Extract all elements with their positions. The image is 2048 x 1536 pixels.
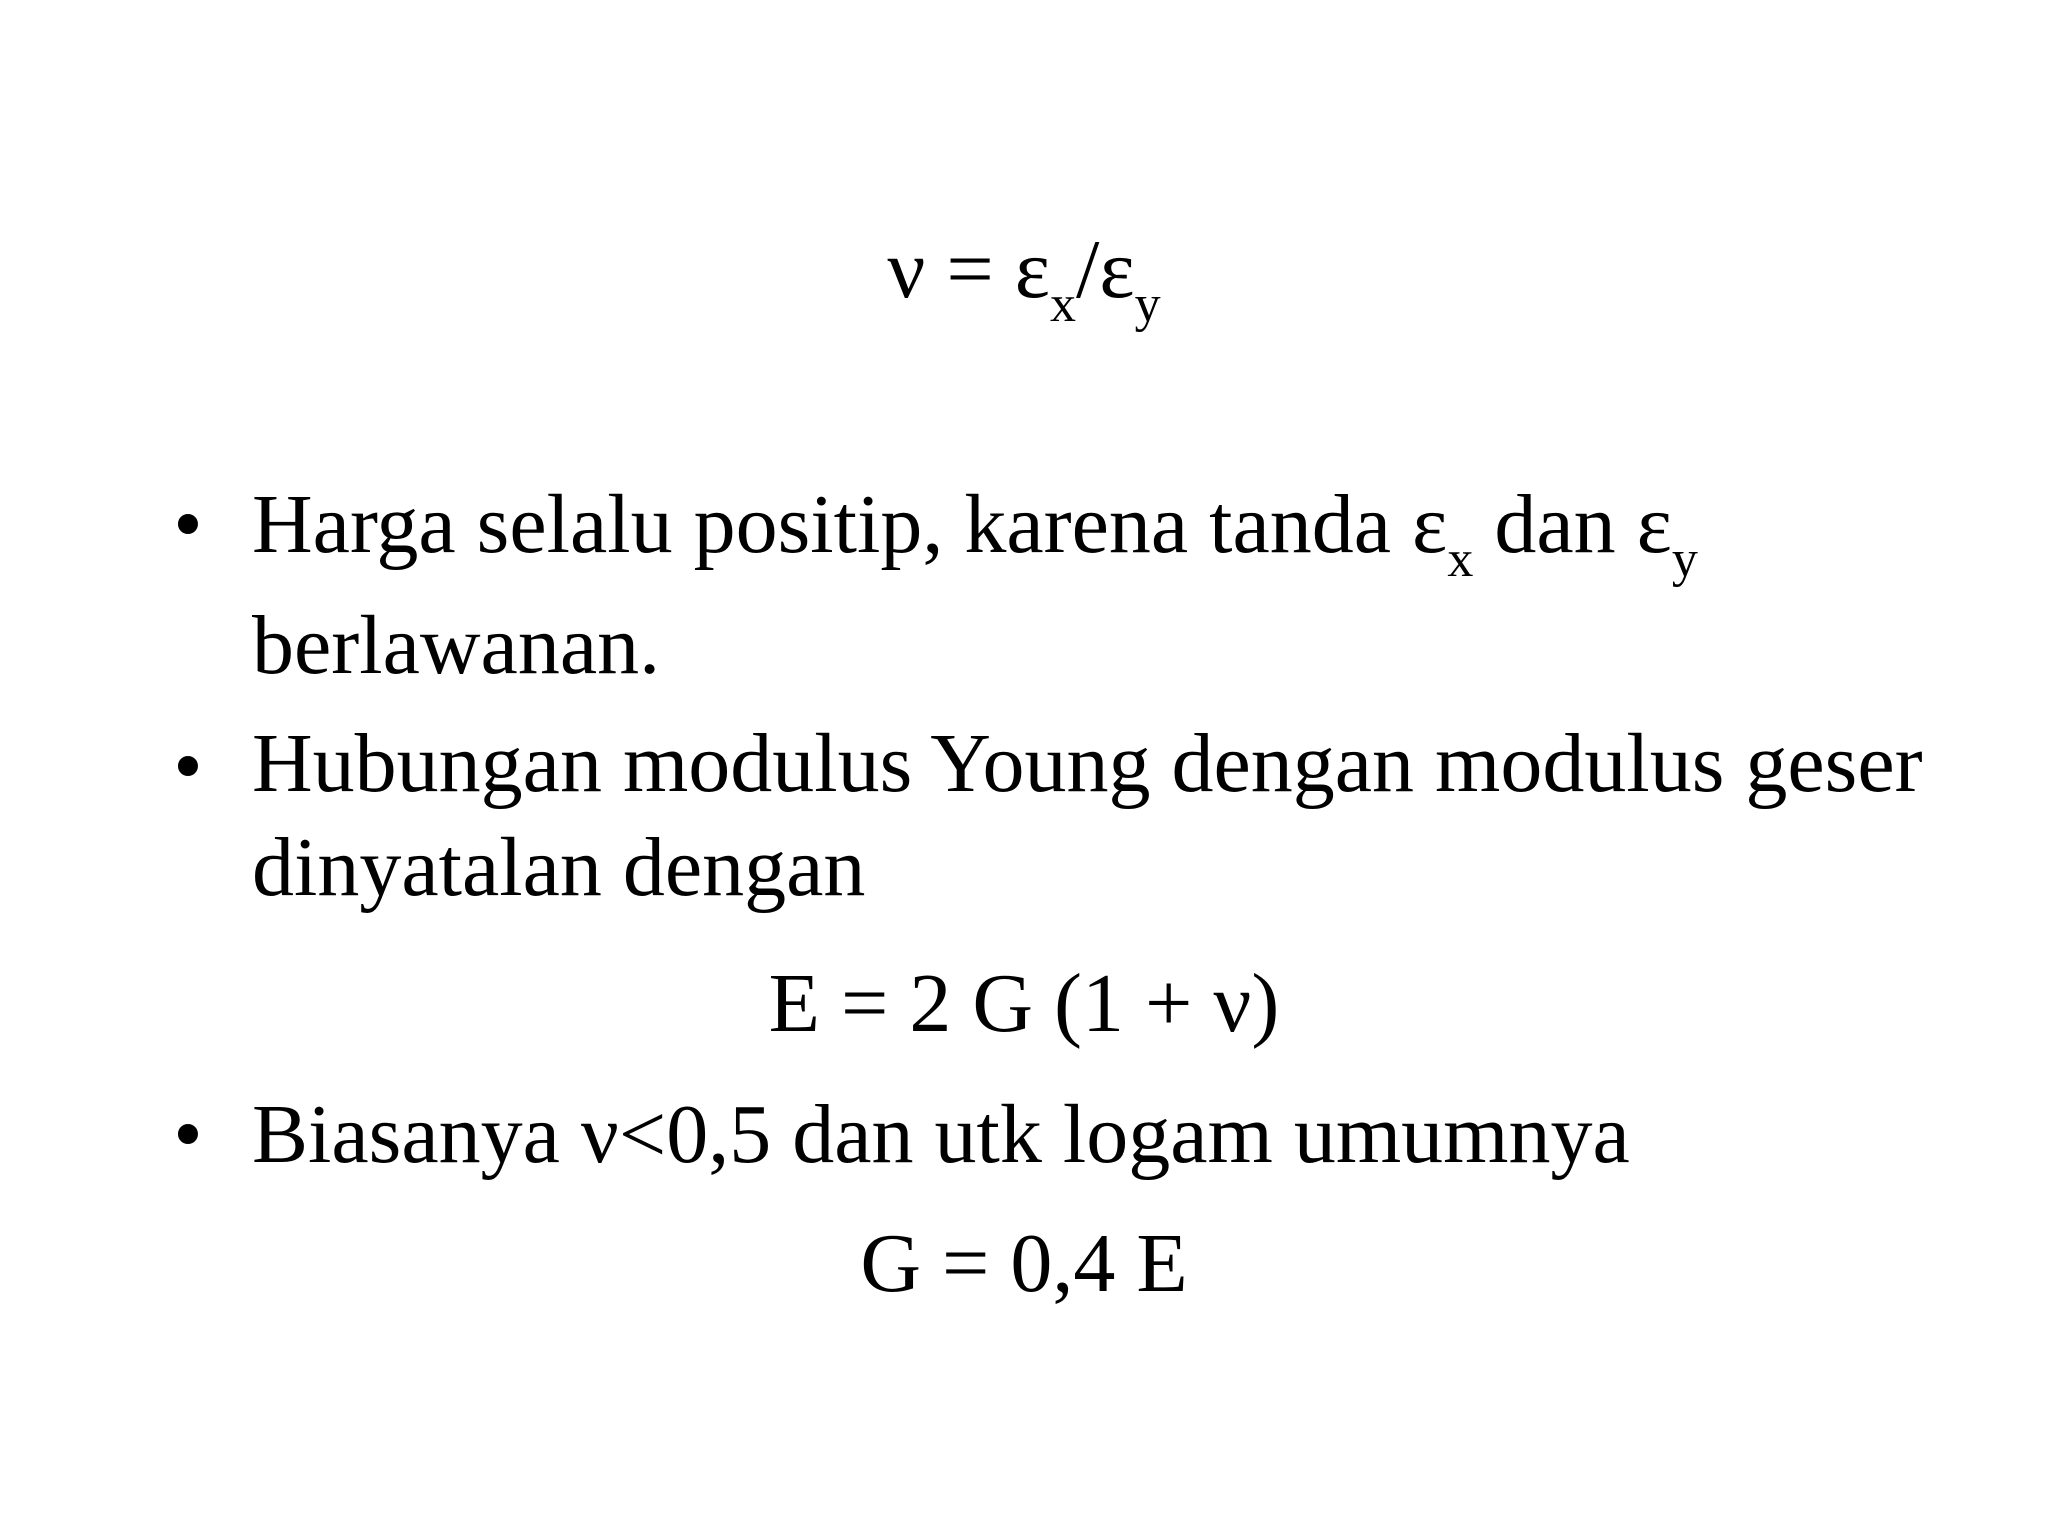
bullet-item-young-modulus-relation [168,712,1928,920]
young-shear-modulus-formula: E = 2 G (1 + ν) [768,957,1280,1050]
poisson-ratio-formula [0,223,2048,333]
bullet-text: Hubungan modulus Young dengan modulus geser dinyatalan dengan [252,717,1923,914]
formula-subscript-x: x [1050,276,1076,333]
bullet-subscript-x: x [1447,531,1474,588]
bullet-item-typical-values [168,1080,1928,1190]
bullet-text-part-b: dan ε [1473,478,1672,571]
formula-slash-epsilon: /ε [1076,223,1135,316]
bullet-marker: • [173,1088,203,1181]
bullet-text [252,470,1928,701]
formula-lhs: ν = ε [887,223,1050,316]
bullet-subscript-y: y [1671,531,1698,588]
formula-subscript-y: y [1134,276,1161,333]
bullet-text-part-c: berlawanan. [252,599,661,692]
bullet-text-part-a: Harga selalu positip, karena tanda ε [252,478,1448,571]
bullet-marker: • [173,478,203,571]
bullet-text: Biasanya ν<0,5 dan utk logam umumnya [252,1088,1630,1181]
bullet-item-positive-value [168,470,1928,701]
bullet-marker: • [173,720,203,813]
shear-modulus-estimate-formula: G = 0,4 E [860,1217,1188,1310]
